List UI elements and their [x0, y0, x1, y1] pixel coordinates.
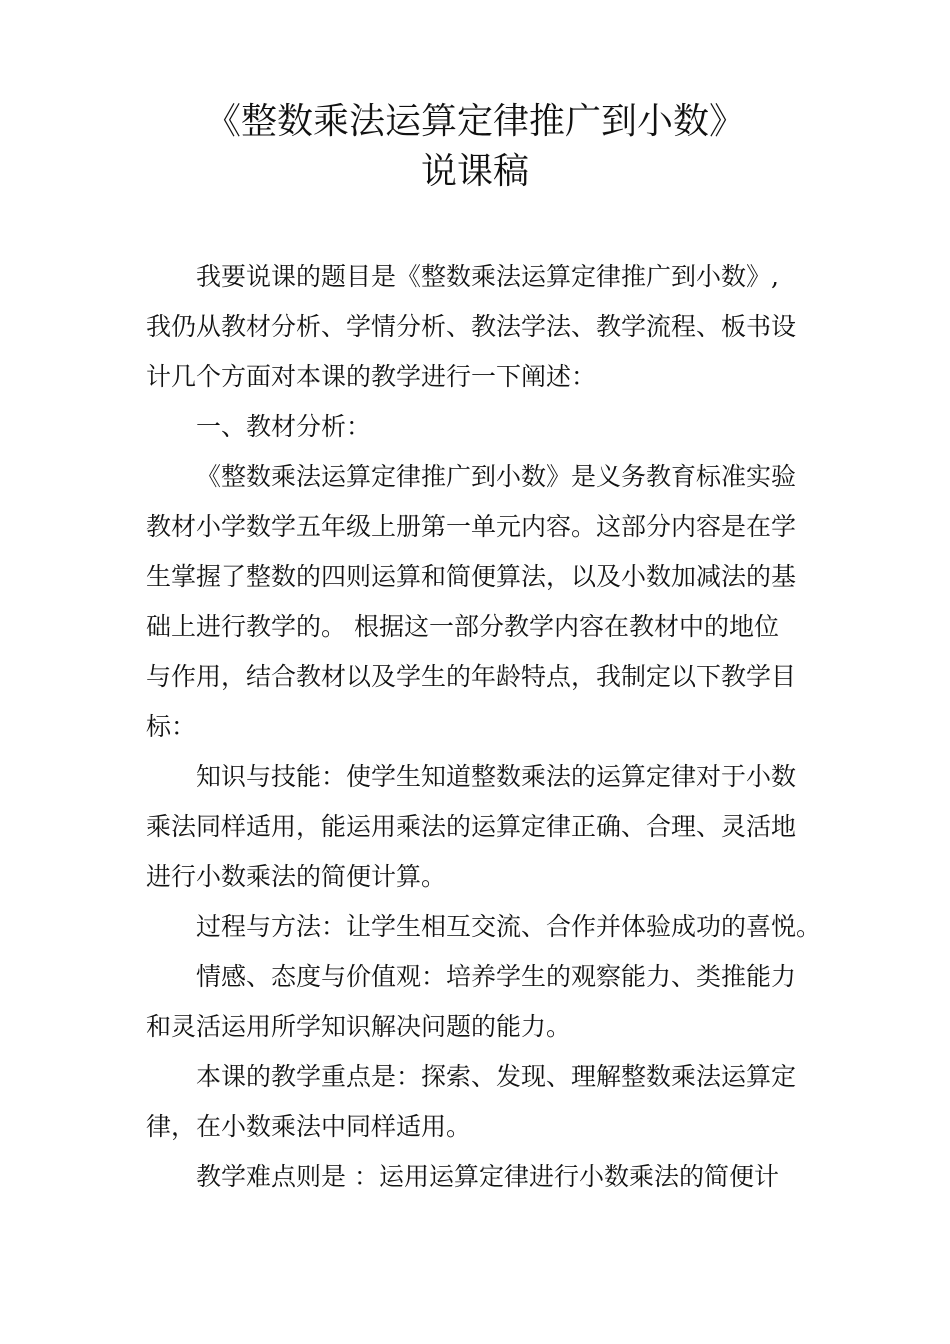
body-text-line: 乘法同样适用，能运用乘法的运算定律正确、合理、灵活地 [146, 812, 797, 841]
body-text-line: 本课的教学重点是：探索、发现、理解整数乘法运算定 [196, 1062, 797, 1091]
body-text-line: 计几个方面对本课的教学进行一下阐述： [146, 362, 597, 391]
body-text-line: 础上进行教学的。 根据这一部分教学内容在教材中的地位 [146, 612, 779, 641]
body-text-line: 教材小学数学五年级上册第一单元内容。这部分内容是在学 [146, 512, 797, 541]
document-title-line-1: 《整数乘法运算定律推广到小数》 [204, 101, 745, 142]
body-text-line: 进行小数乘法的简便计算。 [146, 862, 447, 891]
body-text-line: 一、教材分析： [196, 412, 372, 441]
body-text-line: 我仍从教材分析、学情分析、教法学法、教学流程、板书设 [146, 312, 797, 341]
body-text-line: 标： [146, 712, 197, 741]
body-text-line: 知识与技能：使学生知道整数乘法的运算定律对于小数 [196, 762, 797, 791]
document-body [146, 252, 822, 1202]
body-text-line: 情感、态度与价值观：培养学生的观察能力、类推能力 [196, 962, 797, 991]
body-text-line: 与作用，结合教材以及学生的年龄特点，我制定以下教学目 [146, 662, 797, 691]
body-text-line: 我要说课的题目是《整数乘法运算定律推广到小数》, [196, 262, 779, 291]
body-text-line: 过程与方法：让学生相互交流、合作并体验成功的喜悦。 [196, 912, 822, 941]
document-title-line-2: 说课稿 [420, 151, 529, 192]
body-text-line: 律，在小数乘法中同样适用。 [146, 1112, 472, 1141]
body-text-line: 《整数乘法运算定律推广到小数》是义务教育标准实验 [196, 462, 797, 491]
body-text-line: 教学难点则是 ：运用运算定律进行小数乘法的简便计 [196, 1162, 779, 1191]
body-text-line: 和灵活运用所学知识解决问题的能力。 [146, 1012, 572, 1041]
body-text-line: 生掌握了整数的四则运算和简便算法，以及小数加减法的基 [146, 562, 797, 591]
